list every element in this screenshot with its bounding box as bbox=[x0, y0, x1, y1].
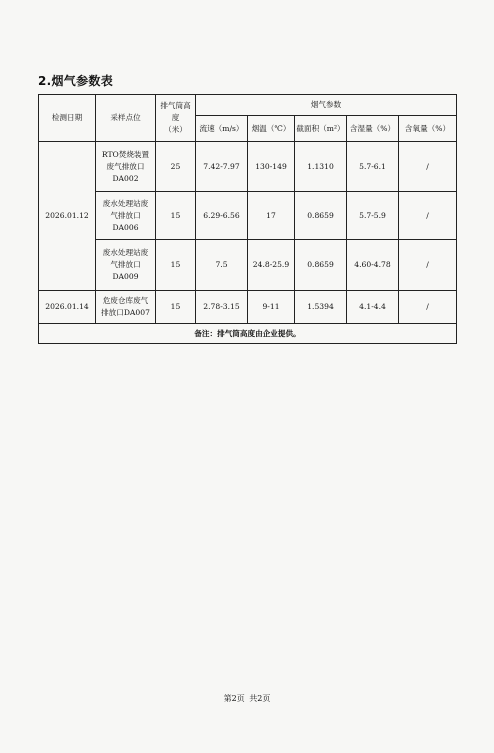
cell-height: 25 bbox=[156, 142, 196, 192]
cell-point bbox=[96, 240, 156, 291]
point-line: 气排放口 bbox=[110, 260, 141, 269]
cell-oxygen: / bbox=[399, 192, 457, 240]
cell-oxygen: / bbox=[399, 240, 457, 291]
cell-area: 1.1310 bbox=[295, 142, 347, 192]
flue-gas-parameters-table bbox=[38, 94, 457, 344]
page-number: 第2页 bbox=[223, 694, 245, 703]
cell-temp: 130-149 bbox=[248, 142, 295, 192]
cell-moisture: 5.7-5.9 bbox=[347, 192, 399, 240]
point-line: DA006 bbox=[112, 222, 139, 232]
point-line: RTO焚烧装置 bbox=[101, 149, 150, 159]
cell-flow: 6.29-6.56 bbox=[196, 192, 248, 240]
cell-temp: 24.8-25.9 bbox=[248, 240, 295, 291]
section-title: 2.烟气参数表 bbox=[38, 74, 114, 88]
header-area: 截面积（m²） bbox=[295, 116, 347, 142]
table-row bbox=[39, 142, 457, 192]
cell-flow: 2.78-3.15 bbox=[196, 291, 248, 324]
cell-area: 1.5394 bbox=[295, 291, 347, 324]
cell-area: 0.8659 bbox=[295, 192, 347, 240]
point-line: 排放口DA007 bbox=[101, 308, 150, 317]
header-height-line2: （米） bbox=[164, 125, 187, 134]
header-flow: 流速（m/s） bbox=[196, 116, 248, 142]
cell-date: 2026.01.12 bbox=[39, 142, 96, 291]
header-oxygen: 含氧量（%） bbox=[399, 116, 457, 142]
page-total: 共2页 bbox=[249, 694, 271, 703]
page-footer bbox=[0, 693, 494, 704]
cell-area: 0.8659 bbox=[295, 240, 347, 291]
header-row bbox=[39, 95, 457, 116]
table-row bbox=[39, 192, 457, 240]
point-line: 气排放口 bbox=[110, 210, 141, 220]
cell-moisture: 4.60-4.78 bbox=[347, 240, 399, 291]
cell-date: 2026.01.14 bbox=[39, 291, 96, 324]
cell-oxygen: / bbox=[399, 291, 457, 324]
header-height-line1: 排气筒高度 bbox=[160, 101, 191, 122]
point-line: DA009 bbox=[112, 272, 139, 281]
cell-point bbox=[96, 142, 156, 192]
cell-point bbox=[96, 291, 156, 324]
header-params-group: 烟气参数 bbox=[196, 95, 457, 116]
table-note: 备注：排气筒高度由企业提供。 bbox=[39, 324, 457, 344]
point-line: DA002 bbox=[112, 173, 139, 183]
note-row bbox=[39, 324, 457, 344]
cell-height: 15 bbox=[156, 192, 196, 240]
table-row bbox=[39, 291, 457, 324]
cell-height: 15 bbox=[156, 291, 196, 324]
cell-point bbox=[96, 192, 156, 240]
header-date: 检测日期 bbox=[39, 95, 96, 142]
cell-moisture: 4.1-4.4 bbox=[347, 291, 399, 324]
point-line: 危废仓库废气 bbox=[102, 296, 149, 305]
cell-height: 15 bbox=[156, 240, 196, 291]
header-temp: 烟温（℃） bbox=[248, 116, 295, 142]
point-line: 废水处理站废 bbox=[102, 198, 149, 208]
cell-flow: 7.5 bbox=[196, 240, 248, 291]
header-moisture: 含湿量（%） bbox=[347, 116, 399, 142]
point-line: 废水处理站废 bbox=[102, 248, 149, 257]
table-row bbox=[39, 240, 457, 291]
cell-moisture: 5.7-6.1 bbox=[347, 142, 399, 192]
header-stack-height bbox=[156, 95, 196, 142]
header-sampling-point: 采样点位 bbox=[96, 95, 156, 142]
point-line: 废气排放口 bbox=[106, 161, 145, 171]
cell-oxygen: / bbox=[399, 142, 457, 192]
cell-temp: 9-11 bbox=[248, 291, 295, 324]
cell-temp: 17 bbox=[248, 192, 295, 240]
cell-flow: 7.42-7.97 bbox=[196, 142, 248, 192]
